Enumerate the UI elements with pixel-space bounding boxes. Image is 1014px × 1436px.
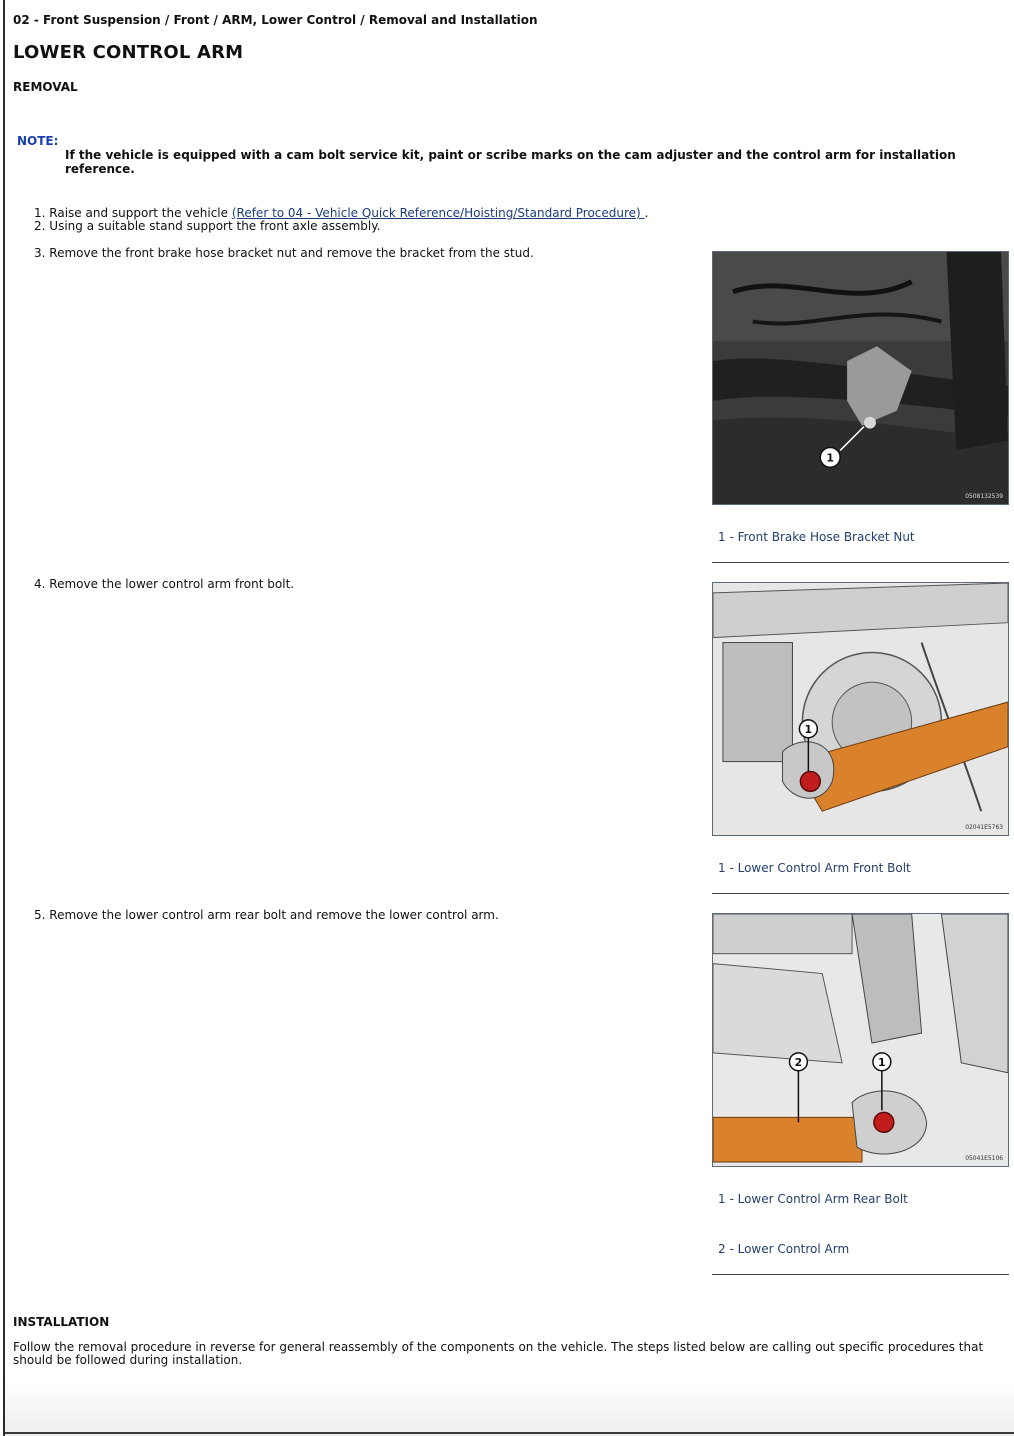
bottom-border — [5, 1432, 1014, 1434]
breadcrumb: 02 - Front Suspension / Front / ARM, Lower Control / Removal and Installation — [13, 13, 538, 27]
figure-3-drawing — [713, 914, 1008, 1166]
figure-3-caption-2: 2 - Lower Control Arm — [718, 1242, 850, 1256]
step-5: 5. Remove the lower control arm rear bolt and remove the lower control arm. — [34, 908, 499, 922]
figure-2-divider — [712, 893, 1009, 894]
page-title: LOWER CONTROL ARM — [13, 42, 244, 63]
figure-2-drawing — [713, 583, 1008, 835]
step-3: 3. Remove the front brake hose bracket nut and remove the bracket from the stud. — [34, 246, 534, 260]
figure-3-caption-1: 1 - Lower Control Arm Rear Bolt — [718, 1192, 908, 1206]
step-2: 2. Using a suitable stand support the front axle assembly. — [34, 219, 381, 233]
figure-2-id-code: 02041E5763 — [965, 824, 1004, 832]
figure-1-callout-1: 1 — [826, 451, 835, 465]
note-text: If the vehicle is equipped with a cam bolt service kit, paint or scribe marks on the cam adjuster and the control arm for installation reference. — [65, 148, 956, 176]
figure-1-divider — [712, 562, 1009, 563]
removal-heading: REMOVAL — [13, 80, 78, 94]
figure-2-callout-1: 1 — [804, 722, 813, 736]
figure-1-caption-1: 1 - Front Brake Hose Bracket Nut — [718, 530, 915, 544]
figure-3-id-code: 05041E5106 — [965, 1155, 1004, 1163]
installation-heading: INSTALLATION — [13, 1315, 110, 1329]
step-4: 4. Remove the lower control arm front bolt. — [34, 577, 295, 591]
figure-rear-bolt — [712, 913, 1009, 1167]
figure-3-callout-2: 2 — [794, 1055, 803, 1069]
figure-front-bolt — [712, 582, 1009, 836]
figure-2-caption-1: 1 - Lower Control Arm Front Bolt — [718, 861, 911, 875]
figure-3-divider — [712, 1274, 1009, 1275]
figure-1-id-code: 0508132539 — [965, 493, 1004, 501]
note-label: NOTE: — [17, 134, 59, 148]
figure-1-drawing — [713, 252, 1008, 504]
figure-brake-hose-bracket — [712, 251, 1009, 505]
hoisting-procedure-link[interactable]: (Refer to 04 - Vehicle Quick Reference/Hoisting/Standard Procedure) — [231, 206, 645, 220]
step-1: 1. Raise and support the vehicle (Refer to 04 - Vehicle Quick Reference/Hoisting/Standard Procedure) . — [34, 206, 649, 220]
figure-3-callout-1: 1 — [878, 1055, 886, 1069]
left-border — [3, 0, 5, 1436]
page-footer-shade — [5, 1380, 1014, 1436]
installation-text: Follow the removal procedure in reverse for general reassembly of the components on the vehicle. The steps listed below are calling out specific procedures that should be followed during installation. — [13, 1340, 984, 1367]
